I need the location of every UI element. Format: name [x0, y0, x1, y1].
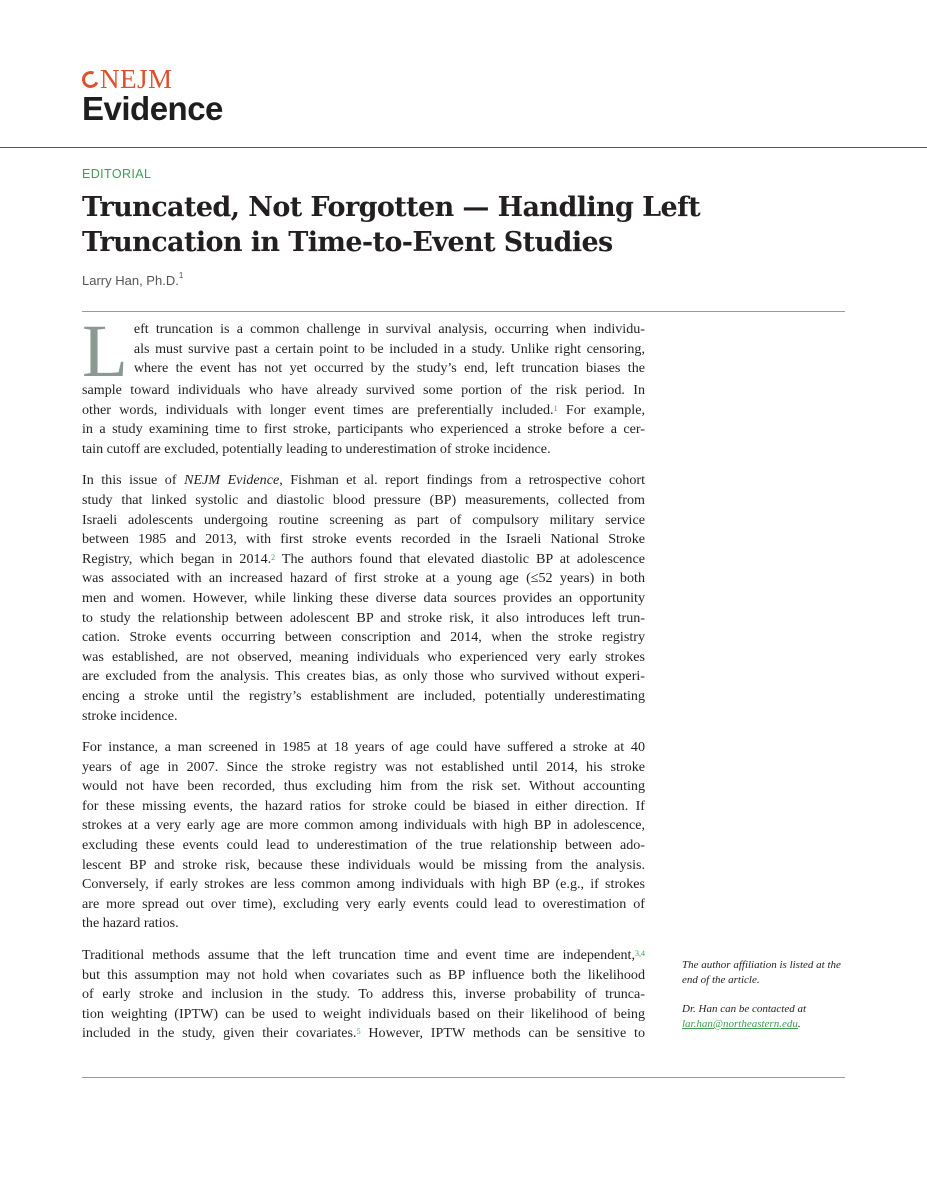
text-line: study that linked systolic and diastolic blood pressure (BP) measurements, collected from: [82, 491, 645, 508]
text-line: stroke incidence.: [82, 707, 178, 724]
article-title: [82, 190, 782, 260]
text-segment: Traditional methods assume that the left truncation time and event time are independent,: [82, 947, 635, 964]
contact-note: [682, 1002, 847, 1032]
footer-divider: [82, 1077, 845, 1078]
text-line: but this assumption may not hold when covariates such as BP influence both the likelihood: [82, 966, 645, 983]
author-email-link[interactable]: lar.han@northeastern.edu: [682, 1018, 798, 1030]
text-line: are more spread out over time), excluding very early events could lead to overestimation of: [82, 895, 645, 912]
text-line: [82, 471, 645, 491]
text-line: tion weighting (IPTW) can be used to weight individuals based on their likelihood of being: [82, 1005, 645, 1022]
logo-ring-icon: [80, 68, 102, 90]
title-divider: [82, 311, 845, 312]
text-line: [82, 550, 645, 570]
reference-link[interactable]: 3,4: [635, 949, 645, 959]
title-line: Truncated, Not Forgotten — Handling Left: [82, 192, 700, 223]
text-line: excluding these events could lead to underestimation of the true relationship between ado-: [82, 837, 645, 854]
paragraph-2: [82, 471, 645, 726]
text-line: years of age in 2007. Since the stroke registry was not established until 2014, his stroke: [82, 758, 645, 775]
text-line: Conversely, if early strokes are less common among individuals with high BP (e.g., if strokes: [82, 876, 645, 893]
sidebar-notes: [682, 958, 847, 1046]
text-line: [82, 1024, 645, 1044]
text-line: would not have been recorded, thus excluding him from the risk set. Without accounting: [82, 778, 645, 795]
text-line: strokes at a very early age are more common among individuals with high BP in adolescence,: [82, 817, 645, 834]
paragraph-1: [82, 310, 646, 459]
text-line: Israeli adolescents undergoing routine screening as part of compulsory military service: [82, 511, 645, 528]
text-line: of early stroke and inclusion in the study. To address this, inverse probability of trunca-: [82, 986, 645, 1003]
text-line: the hazard ratios.: [82, 915, 179, 932]
affiliation-note: The author affiliation is listed at the end of the article.: [682, 959, 841, 986]
title-line: Truncation in Time-to-Event Studies: [82, 227, 613, 258]
text-line: are excluded from the analysis. This creates bias, as only those who survived without experi-: [82, 668, 645, 685]
author-name: Larry Han, Ph.D.: [82, 273, 179, 288]
contact-suffix: .: [797, 1018, 801, 1030]
paragraph-3: [82, 738, 645, 934]
text-line: encing a stroke until the registry’s establishment are included, potentially underestimating: [82, 687, 645, 704]
text-line: als must survive past a certain point to be included in a study. Unlike right censoring,: [133, 340, 645, 357]
reference-link[interactable]: 2: [271, 552, 276, 562]
text-line: to study the relationship between adolescent BP and stroke risk, it also introduces left trun-: [82, 609, 645, 626]
text-line: between 1985 and 2013, with first stroke events recorded in the Israeli National Stroke: [82, 531, 645, 548]
text-line: for these missing events, the hazard ratios for stroke could be biased in either direction. If: [82, 797, 645, 814]
text-line: men and women. However, while linking these diverse data sources provides an opportunity: [82, 589, 645, 606]
text-line: eft truncation is a common challenge in survival analysis, occurring when individu-: [133, 321, 645, 337]
text-segment: For example,: [557, 401, 646, 418]
text-line: [82, 946, 645, 966]
reference-link[interactable]: 5: [356, 1027, 361, 1037]
section-label: EDITORIAL: [82, 167, 152, 181]
text-segment: Registry, which began in 2014.: [82, 550, 272, 567]
text-line: in a study examining time to first stroke, participants who experienced a stroke before a cer-: [82, 421, 645, 438]
drop-cap: L: [82, 310, 128, 393]
text-segment: included in the study, given their covariates.: [82, 1025, 357, 1042]
reference-link[interactable]: 1: [553, 403, 558, 413]
text-segment: other words, individuals with longer event times are preferentially included.: [82, 401, 554, 418]
text-line: lescent BP and stroke risk, because these individuals would be missing from the analysis.: [82, 856, 645, 873]
paragraph-4: [82, 946, 645, 1044]
author-byline: [82, 273, 183, 288]
text-segment: However, IPTW methods can be sensitive to: [360, 1025, 645, 1042]
text-line: where the event has not yet occurred by the study’s end, left truncation biases the: [133, 360, 645, 377]
logo-brand: NEJM: [100, 64, 173, 94]
author-affiliation-ref: 1: [178, 271, 184, 280]
text-line: cation. Stroke events occurring between conscription and 2014, when the stroke registry: [82, 629, 645, 646]
logo-product: Evidence: [82, 90, 223, 127]
text-line: For instance, a man screened in 1985 at 18 years of age could have suffered a stroke at 40: [82, 739, 645, 756]
text-segment: In this issue of: [82, 472, 185, 489]
header-divider: [0, 147, 927, 148]
contact-prefix: Dr. Han can be contacted at: [682, 1003, 807, 1015]
text-segment: The authors found that elevated diastolic BP at adolescence: [275, 550, 645, 567]
text-line: was established, are not observed, meaning individuals who experienced very early strokes: [82, 648, 645, 665]
text-line: sample toward individuals who have already survived some portion of the risk period. In: [82, 382, 645, 398]
text-segment: , Fishman et al. report findings from a retrospective cohort: [279, 472, 646, 489]
text-line: [82, 401, 645, 421]
text-line: was associated with an increased hazard of first stroke at a young age (≤52 years) in both: [82, 570, 645, 587]
article-body: [82, 310, 646, 1056]
journal-name: NEJM Evidence: [184, 472, 280, 489]
nejm-evidence-logo: [82, 64, 223, 126]
text-line: tain cutoff are excluded, potentially leading to underestimation of stroke incidence.: [82, 440, 551, 457]
